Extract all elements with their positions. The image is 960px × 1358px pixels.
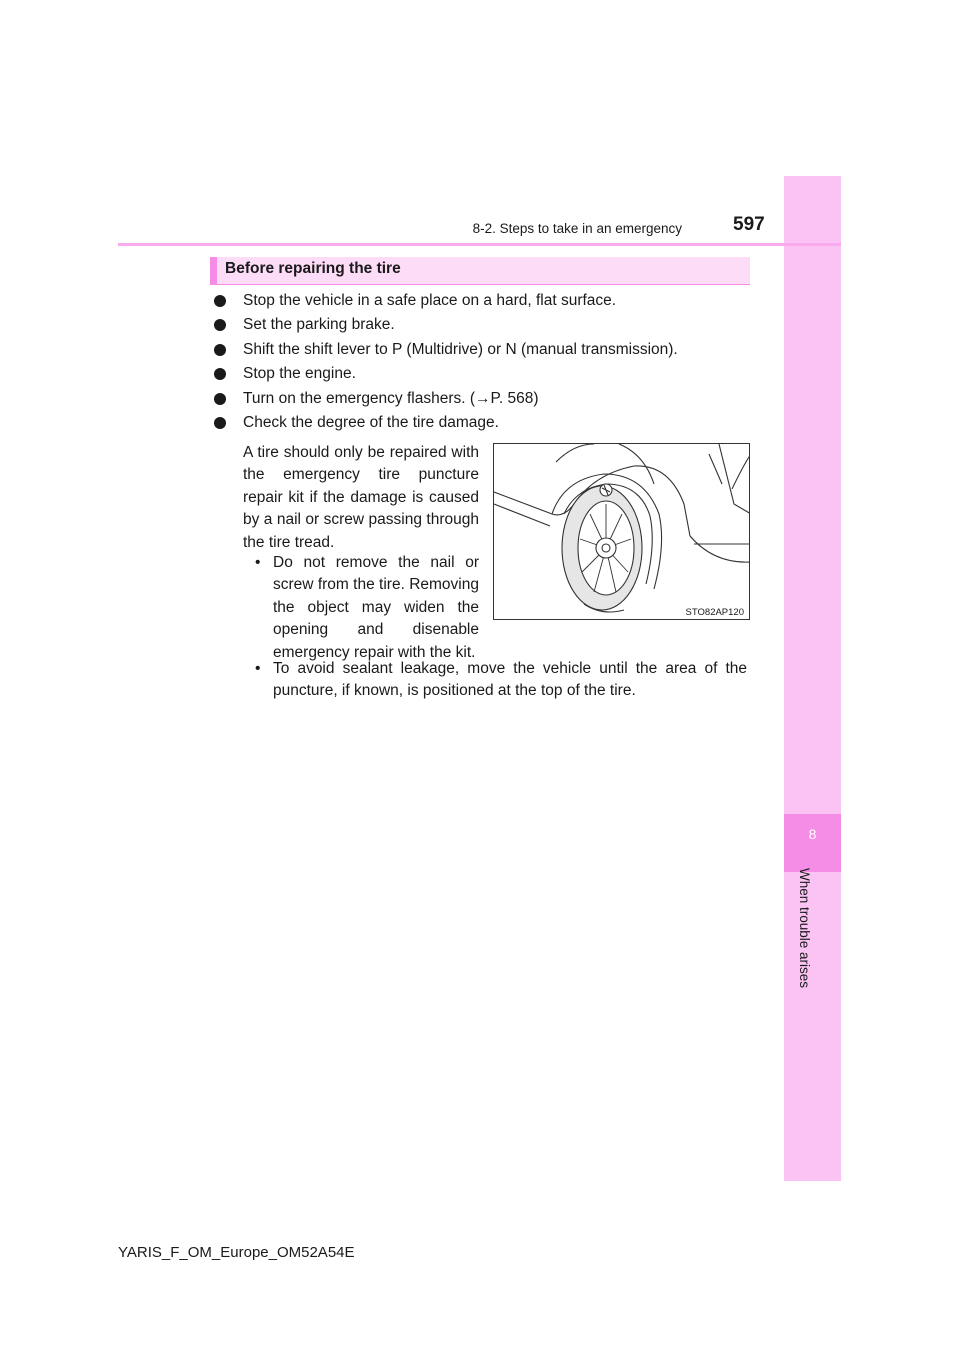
page-number: 597 bbox=[733, 214, 765, 235]
section-title: Before repairing the tire bbox=[225, 260, 401, 277]
list-item: Turn on the emergency flashers. (→P. 568) bbox=[213, 389, 773, 413]
tire-wheel-drawing bbox=[494, 444, 750, 620]
chapter-number: 8 bbox=[808, 826, 817, 842]
bullet-icon bbox=[214, 319, 226, 331]
list-item: Shift the shift lever to P (Multidrive) or N (manual transmission). bbox=[213, 340, 773, 364]
bullet-icon bbox=[214, 295, 226, 307]
list-item: Stop the engine. bbox=[213, 364, 773, 388]
header-rule bbox=[118, 243, 841, 246]
list-item: Check the degree of the tire damage. bbox=[213, 413, 773, 437]
section-heading-bar bbox=[210, 257, 217, 284]
list-item: Set the parking brake. bbox=[213, 315, 773, 339]
bullet-list bbox=[213, 291, 773, 437]
list-item: Stop the vehicle in a safe place on a hard, flat surface. bbox=[213, 291, 773, 315]
note-bullet: • bbox=[255, 660, 261, 677]
document-footer-id: YARIS_F_OM_Europe_OM52A54E bbox=[118, 1244, 355, 1261]
note-text: To avoid sealant leakage, move the vehicle until the area of the puncture, if known, is positioned at the top of the tire. bbox=[273, 660, 747, 700]
note-item bbox=[255, 658, 747, 703]
tire-damage-paragraph: A tire should only be repaired with the emergency tire puncture repair kit if the damage is caused by a nail or screw passing through the tire tread. bbox=[243, 444, 479, 551]
bullet-icon bbox=[214, 368, 226, 380]
note-item bbox=[255, 552, 479, 664]
bullet-icon bbox=[214, 344, 226, 356]
bullet-icon bbox=[214, 393, 226, 405]
tire-illustration bbox=[493, 443, 750, 620]
side-tab bbox=[784, 176, 841, 1181]
note-text: Do not remove the nail or screw from the tire. Removing the object may widen the opening and disenable emergency repair with the kit. bbox=[273, 554, 479, 661]
figure-code: STO82AP120 bbox=[685, 607, 744, 618]
chapter-tab-highlight bbox=[784, 814, 841, 872]
header-section-title: 8-2. Steps to take in an emergency bbox=[472, 221, 682, 236]
bullet-icon bbox=[214, 417, 226, 429]
note-bullet: • bbox=[255, 554, 261, 571]
